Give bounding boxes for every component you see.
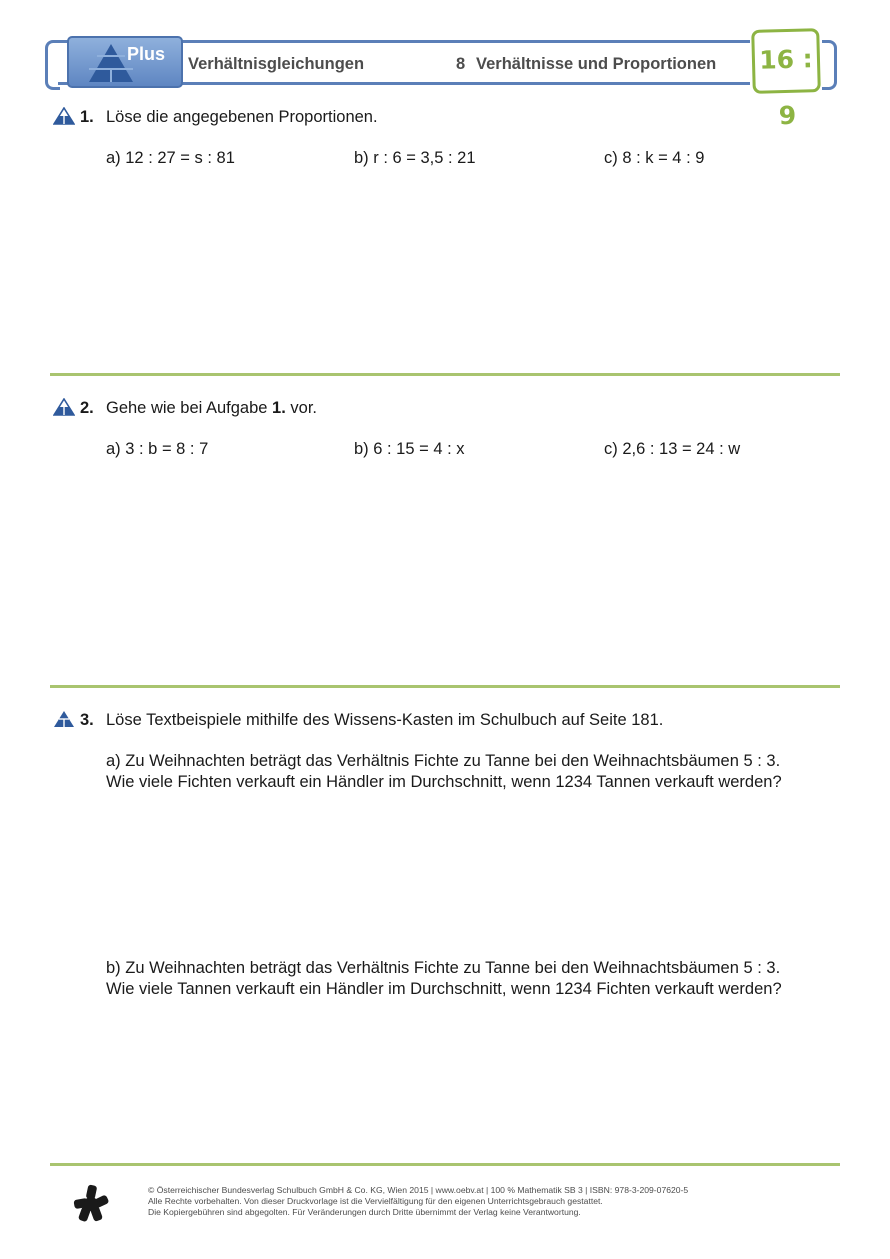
difficulty-pyramid-icon bbox=[53, 398, 75, 416]
section-divider bbox=[50, 1163, 840, 1166]
task-item: b) r : 6 = 3,5 : 21 bbox=[354, 149, 476, 167]
footer-copyright bbox=[148, 1185, 688, 1218]
difficulty-pyramid-icon bbox=[53, 107, 75, 125]
section-divider bbox=[50, 373, 840, 376]
publisher-logo-icon bbox=[72, 1183, 110, 1223]
footer-line: Die Kopiergebühren sind abgegolten. Für Veränderungen durch Dritte übernimmt der Verlag keine Verantwortung. bbox=[148, 1207, 581, 1217]
task-number: 2. bbox=[80, 399, 94, 417]
task-number: 1. bbox=[80, 108, 94, 126]
task-part-text: b) Zu Weihnachten beträgt das Verhältnis Fichte zu Tanne bei den Weihnachtsbäumen 5 : 3. bbox=[106, 959, 781, 977]
task-instruction: Löse Textbeispiele mithilfe des Wissens-Kasten im Schulbuch auf Seite 181. bbox=[106, 711, 664, 729]
instruction-text: Gehe wie bei Aufgabe bbox=[106, 399, 273, 417]
chapter-title: Verhältnisse und Proportionen bbox=[476, 55, 717, 73]
task-item: c) 8 : k = 4 : 9 bbox=[604, 149, 705, 167]
plus-logo bbox=[67, 36, 183, 88]
task-item: a) 12 : 27 = s : 81 bbox=[106, 149, 235, 167]
task-item: a) 3 : b = 8 : 7 bbox=[106, 440, 209, 458]
topic-title: Verhältnisgleichungen bbox=[188, 55, 365, 73]
footer-line: © Österreichischer Bundesverlag Schulbuch GmbH & Co. KG, Wien 2015 | www.oebv.at | 100 % Mathematik SB 3 | ISBN: 978-3-209-07620-5 bbox=[148, 1185, 689, 1195]
plus-logo-label: Plus bbox=[127, 44, 166, 64]
task-instruction: Löse die angegebenen Proportionen. bbox=[106, 108, 378, 126]
task-part-text: a) Zu Weihnachten beträgt das Verhältnis Fichte zu Tanne bei den Weihnachtsbäumen 5 : 3. bbox=[106, 752, 781, 770]
ratio-badge: 16 : 9 bbox=[751, 28, 821, 94]
task-part-text: Wie viele Tannen verkauft ein Händler im Durchschnitt, wenn 1234 Fichten verkauft werden? bbox=[106, 980, 782, 998]
section-divider bbox=[50, 685, 840, 688]
difficulty-pyramid-icon bbox=[53, 710, 75, 728]
task-part-text: Wie viele Fichten verkauft ein Händler im Durchschnitt, wenn 1234 Tannen verkauft werden? bbox=[106, 773, 782, 791]
task-number: 3. bbox=[80, 711, 94, 729]
instruction-text: vor. bbox=[285, 399, 317, 417]
footer-line: Alle Rechte vorbehalten. Von dieser Druckvorlage ist die Vervielfältigung für den eigenen Unterrichtsgebrauch gestattet. bbox=[148, 1196, 603, 1206]
task-reference: 1. bbox=[272, 399, 286, 417]
task-item: b) 6 : 15 = 4 : x bbox=[354, 440, 465, 458]
task-item: c) 2,6 : 13 = 24 : w bbox=[604, 440, 741, 458]
chapter-number: 8 bbox=[456, 55, 466, 73]
header-bracket-right bbox=[822, 40, 837, 90]
task-instruction bbox=[106, 399, 317, 418]
